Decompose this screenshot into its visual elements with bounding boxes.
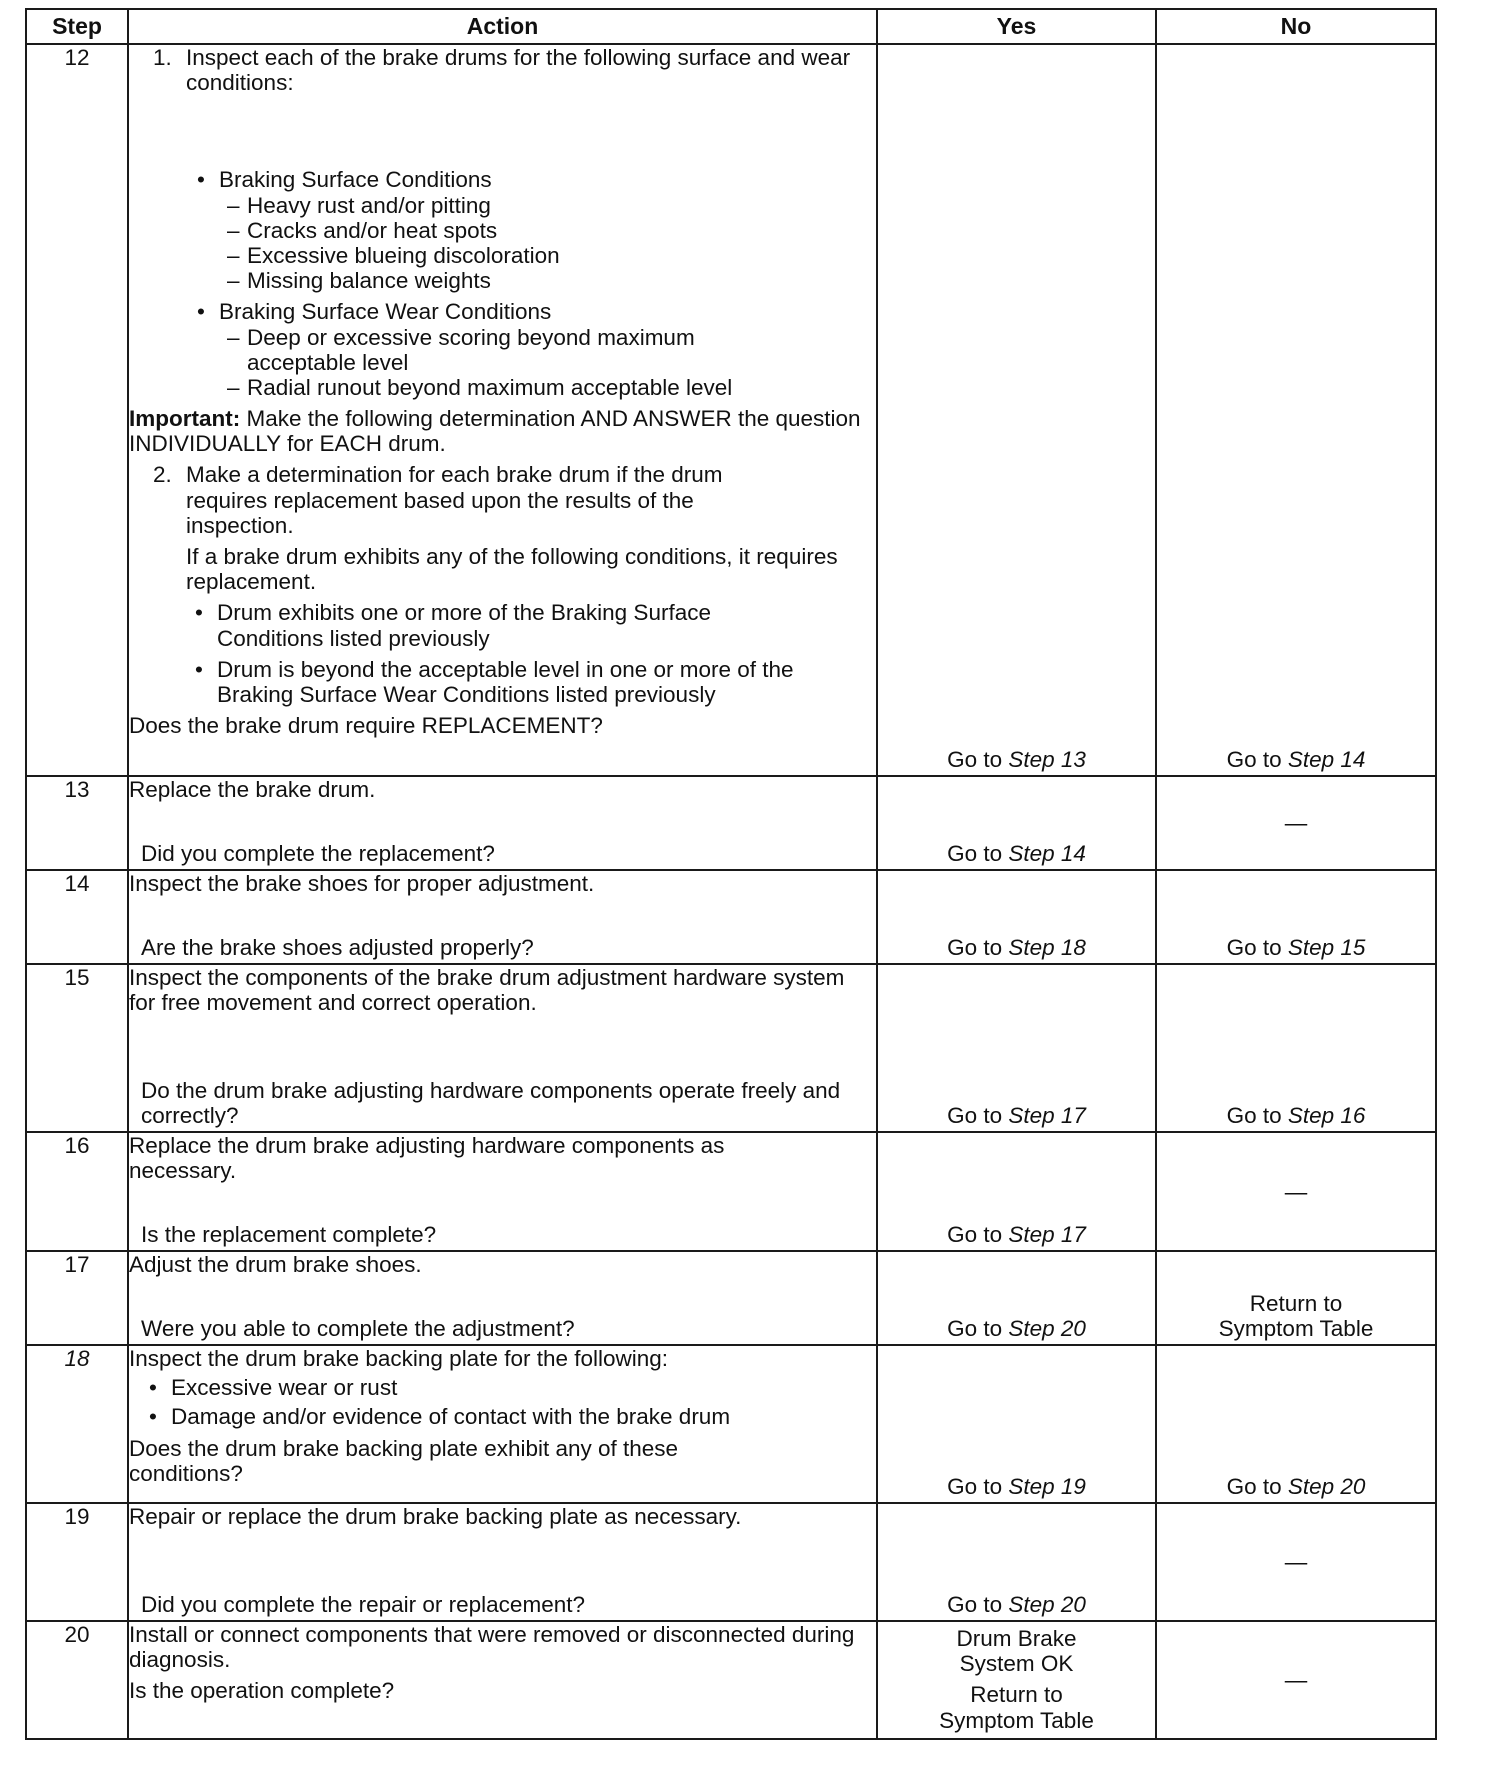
action-text: Install or connect components that were removed or disconnected during diagnosis.: [129, 1622, 855, 1673]
dash-text: Cracks and/or heat spots: [247, 217, 498, 243]
action-cell: [128, 44, 877, 776]
yes-cell: [877, 1132, 1156, 1251]
step-number: 13: [26, 776, 128, 870]
action-text: Replace the brake drum.: [129, 777, 376, 802]
yes-cell: [877, 1503, 1156, 1621]
no-answer: Go to Step 20: [1226, 1473, 1366, 1499]
bullet-text: Braking Surface Wear Conditions: [219, 299, 552, 325]
important-text: Make the following determination AND ANSWER the question INDIVIDUALLY for EACH drum.: [129, 406, 861, 457]
list-item: [129, 462, 876, 538]
step-link: Step 20: [1008, 1315, 1086, 1341]
dash-text: Deep or excessive scoring beyond maximum acceptable level: [247, 324, 695, 375]
header-yes: Yes: [877, 9, 1156, 44]
header-step: Step: [26, 9, 128, 44]
yes-answer-line: System OK: [959, 1651, 1074, 1677]
step-link: Step 14: [1008, 840, 1086, 866]
table-row: [26, 1503, 1436, 1621]
item-number: 1.: [153, 45, 172, 70]
yes-answer: Go to Step 19: [947, 1473, 1086, 1499]
yes-answer: Go to Step 17: [947, 1102, 1086, 1128]
question-text: Is the replacement complete?: [141, 1221, 437, 1247]
question-text: Were you able to complete the adjustment?: [141, 1315, 575, 1341]
yes-cell: [877, 1251, 1156, 1345]
action-text: Inspect the components of the brake drum adjustment hardware system for free movement and correct operation.: [129, 965, 845, 1016]
yes-answer-line: Drum Brake: [956, 1626, 1077, 1651]
action-cell: [128, 1132, 877, 1251]
yes-answer: Go to Step 13: [947, 746, 1086, 772]
table-row: [26, 1621, 1436, 1739]
step-number: 14: [26, 870, 128, 964]
yes-answer: Go to Step 20: [947, 1591, 1086, 1617]
dash-item: – Excessive blueing discoloration: [227, 242, 560, 268]
step-number: 16: [26, 1132, 128, 1251]
important-note: [129, 406, 876, 456]
table-row: [26, 776, 1436, 870]
item-text: Make a determination for each brake drum if the drum requires replacement based upon the results of the inspection.: [186, 462, 723, 538]
dash-item: – Missing balance weights: [227, 268, 491, 294]
step-number: 17: [26, 1251, 128, 1345]
bullet-text: Excessive wear or rust: [171, 1375, 398, 1401]
action-cell: [128, 1251, 877, 1345]
no-cell: [1156, 1621, 1436, 1739]
bullet-item: • Damage and/or evidence of contact with the brake drum: [149, 1404, 731, 1430]
step-link: Step 15: [1287, 934, 1366, 960]
action-text: Inspect the drum brake backing plate for the following:: [129, 1346, 669, 1371]
yes-answer: Go to Step 18: [947, 934, 1086, 960]
question-text: Does the drum brake backing plate exhibit any of these conditions?: [129, 1435, 679, 1486]
step-link: Step 20: [1287, 1473, 1366, 1499]
yes-cell: [877, 964, 1156, 1132]
question-text: Did you complete the replacement?: [141, 840, 495, 866]
no-answer: Go to Step 16: [1226, 1102, 1366, 1128]
yes-cell: [877, 776, 1156, 870]
step-number: 20: [26, 1621, 128, 1739]
no-answer-line: Return to: [1249, 1290, 1343, 1316]
no-answer: —: [1284, 1178, 1308, 1204]
dash-item: – Heavy rust and/or pitting: [227, 192, 491, 218]
action-cell: [128, 1345, 877, 1503]
yes-answer-line: Return to: [970, 1682, 1063, 1708]
action-text: Adjust the drum brake shoes.: [129, 1252, 422, 1277]
header-no: No: [1156, 9, 1436, 44]
table-row: [26, 964, 1436, 1132]
bullet-text: Drum is beyond the acceptable level in one or more of the Braking Surface Wear Conditions listed previously: [217, 656, 794, 707]
action-text: Replace the drum brake adjusting hardware components as necessary.: [129, 1133, 725, 1184]
paragraph: If a brake drum exhibits any of the following conditions, it requires replacement.: [186, 544, 838, 595]
question-text: Did you complete the repair or replacement?: [141, 1591, 585, 1617]
table-row: [26, 1345, 1436, 1503]
action-cell: [128, 870, 877, 964]
bullet-item: • Braking Surface Wear Conditions: [197, 299, 552, 325]
table-row: [26, 44, 1436, 776]
no-answer: —: [1284, 1549, 1308, 1575]
diagnostic-table: [25, 8, 1437, 1740]
no-answer: Go to Step 15: [1226, 934, 1366, 960]
step-link: Step 16: [1287, 1102, 1366, 1128]
dash-item: – Radial runout beyond maximum acceptable level: [227, 374, 733, 400]
no-cell: [1156, 44, 1436, 776]
yes-cell: [877, 1621, 1156, 1739]
no-answer: —: [1284, 1667, 1308, 1693]
bullet-text: Braking Surface Conditions: [219, 167, 492, 193]
important-label: Important:: [129, 406, 241, 432]
no-cell: [1156, 1251, 1436, 1345]
action-cell: [128, 1621, 877, 1739]
bullet-text: Damage and/or evidence of contact with the brake drum: [171, 1404, 731, 1430]
question-text: Are the brake shoes adjusted properly?: [141, 934, 534, 960]
table-row: [26, 1251, 1436, 1345]
dash-item: – Deep or excessive scoring beyond maximum acceptable level: [129, 325, 876, 375]
no-answer-line: Symptom Table: [1218, 1315, 1374, 1341]
table-row: [26, 870, 1436, 964]
yes-answer: Go to Step 20: [947, 1315, 1086, 1341]
step-number: 19: [26, 1503, 128, 1621]
action-cell: [128, 964, 877, 1132]
action-text: Repair or replace the drum brake backing plate as necessary.: [129, 1504, 742, 1529]
bullet-item: • Braking Surface Conditions: [197, 167, 492, 193]
step-number: 12: [26, 44, 128, 776]
no-cell: [1156, 776, 1436, 870]
dash-text: Heavy rust and/or pitting: [247, 192, 491, 218]
bullet-text: Drum exhibits one or more of the Braking Surface Conditions listed previously: [217, 600, 711, 651]
bullet-item: • Drum is beyond the acceptable level in one or more of the Braking Surface Wear Conditions listed previously: [129, 657, 876, 707]
step-number: 18: [26, 1345, 128, 1503]
yes-answer: Go to Step 14: [947, 840, 1086, 866]
no-cell: [1156, 1345, 1436, 1503]
yes-cell: [877, 1345, 1156, 1503]
yes-cell: [877, 44, 1156, 776]
step-link: Step 13: [1008, 746, 1086, 772]
no-cell: [1156, 1503, 1436, 1621]
bullet-item: • Drum exhibits one or more of the Braking Surface Conditions listed previously: [129, 600, 876, 650]
list-item: [129, 45, 876, 95]
dash-item: – Cracks and/or heat spots: [227, 217, 498, 243]
no-cell: [1156, 870, 1436, 964]
dash-text: Radial runout beyond maximum acceptable level: [247, 374, 733, 400]
item-number: 2.: [153, 462, 172, 488]
table-row: [26, 1132, 1436, 1251]
dash-text: Missing balance weights: [247, 268, 491, 294]
no-answer: [1157, 1291, 1435, 1341]
step-link: Step 14: [1287, 746, 1366, 772]
step-link: Step 17: [1008, 1221, 1086, 1247]
question-text: Does the brake drum require REPLACEMENT?: [129, 713, 603, 739]
question-text: Do the drum brake adjusting hardware components operate freely and correctly?: [141, 1077, 841, 1128]
step-number: 15: [26, 964, 128, 1132]
no-cell: [1156, 1132, 1436, 1251]
no-answer: —: [1284, 810, 1308, 836]
yes-answer: [878, 1622, 1155, 1733]
step-link: Step 17: [1008, 1102, 1086, 1128]
item-text: Inspect each of the brake drums for the following surface and wear conditions:: [186, 45, 851, 96]
dash-text: Excessive blueing discoloration: [247, 242, 560, 268]
question-text: Is the operation complete?: [129, 1678, 395, 1704]
header-row: [26, 9, 1436, 44]
action-text: Inspect the brake shoes for proper adjustment.: [129, 871, 595, 896]
yes-answer: Go to Step 17: [947, 1221, 1086, 1247]
yes-cell: [877, 870, 1156, 964]
no-cell: [1156, 964, 1436, 1132]
step-link: Step 18: [1008, 934, 1086, 960]
yes-answer-line: Symptom Table: [939, 1707, 1094, 1733]
bullet-item: • Excessive wear or rust: [149, 1375, 398, 1401]
step-link: Step 20: [1008, 1591, 1086, 1617]
step-link: Step 19: [1008, 1473, 1086, 1499]
action-cell: [128, 1503, 877, 1621]
no-answer: Go to Step 14: [1226, 746, 1366, 772]
action-cell: [128, 776, 877, 870]
header-action: Action: [128, 9, 877, 44]
